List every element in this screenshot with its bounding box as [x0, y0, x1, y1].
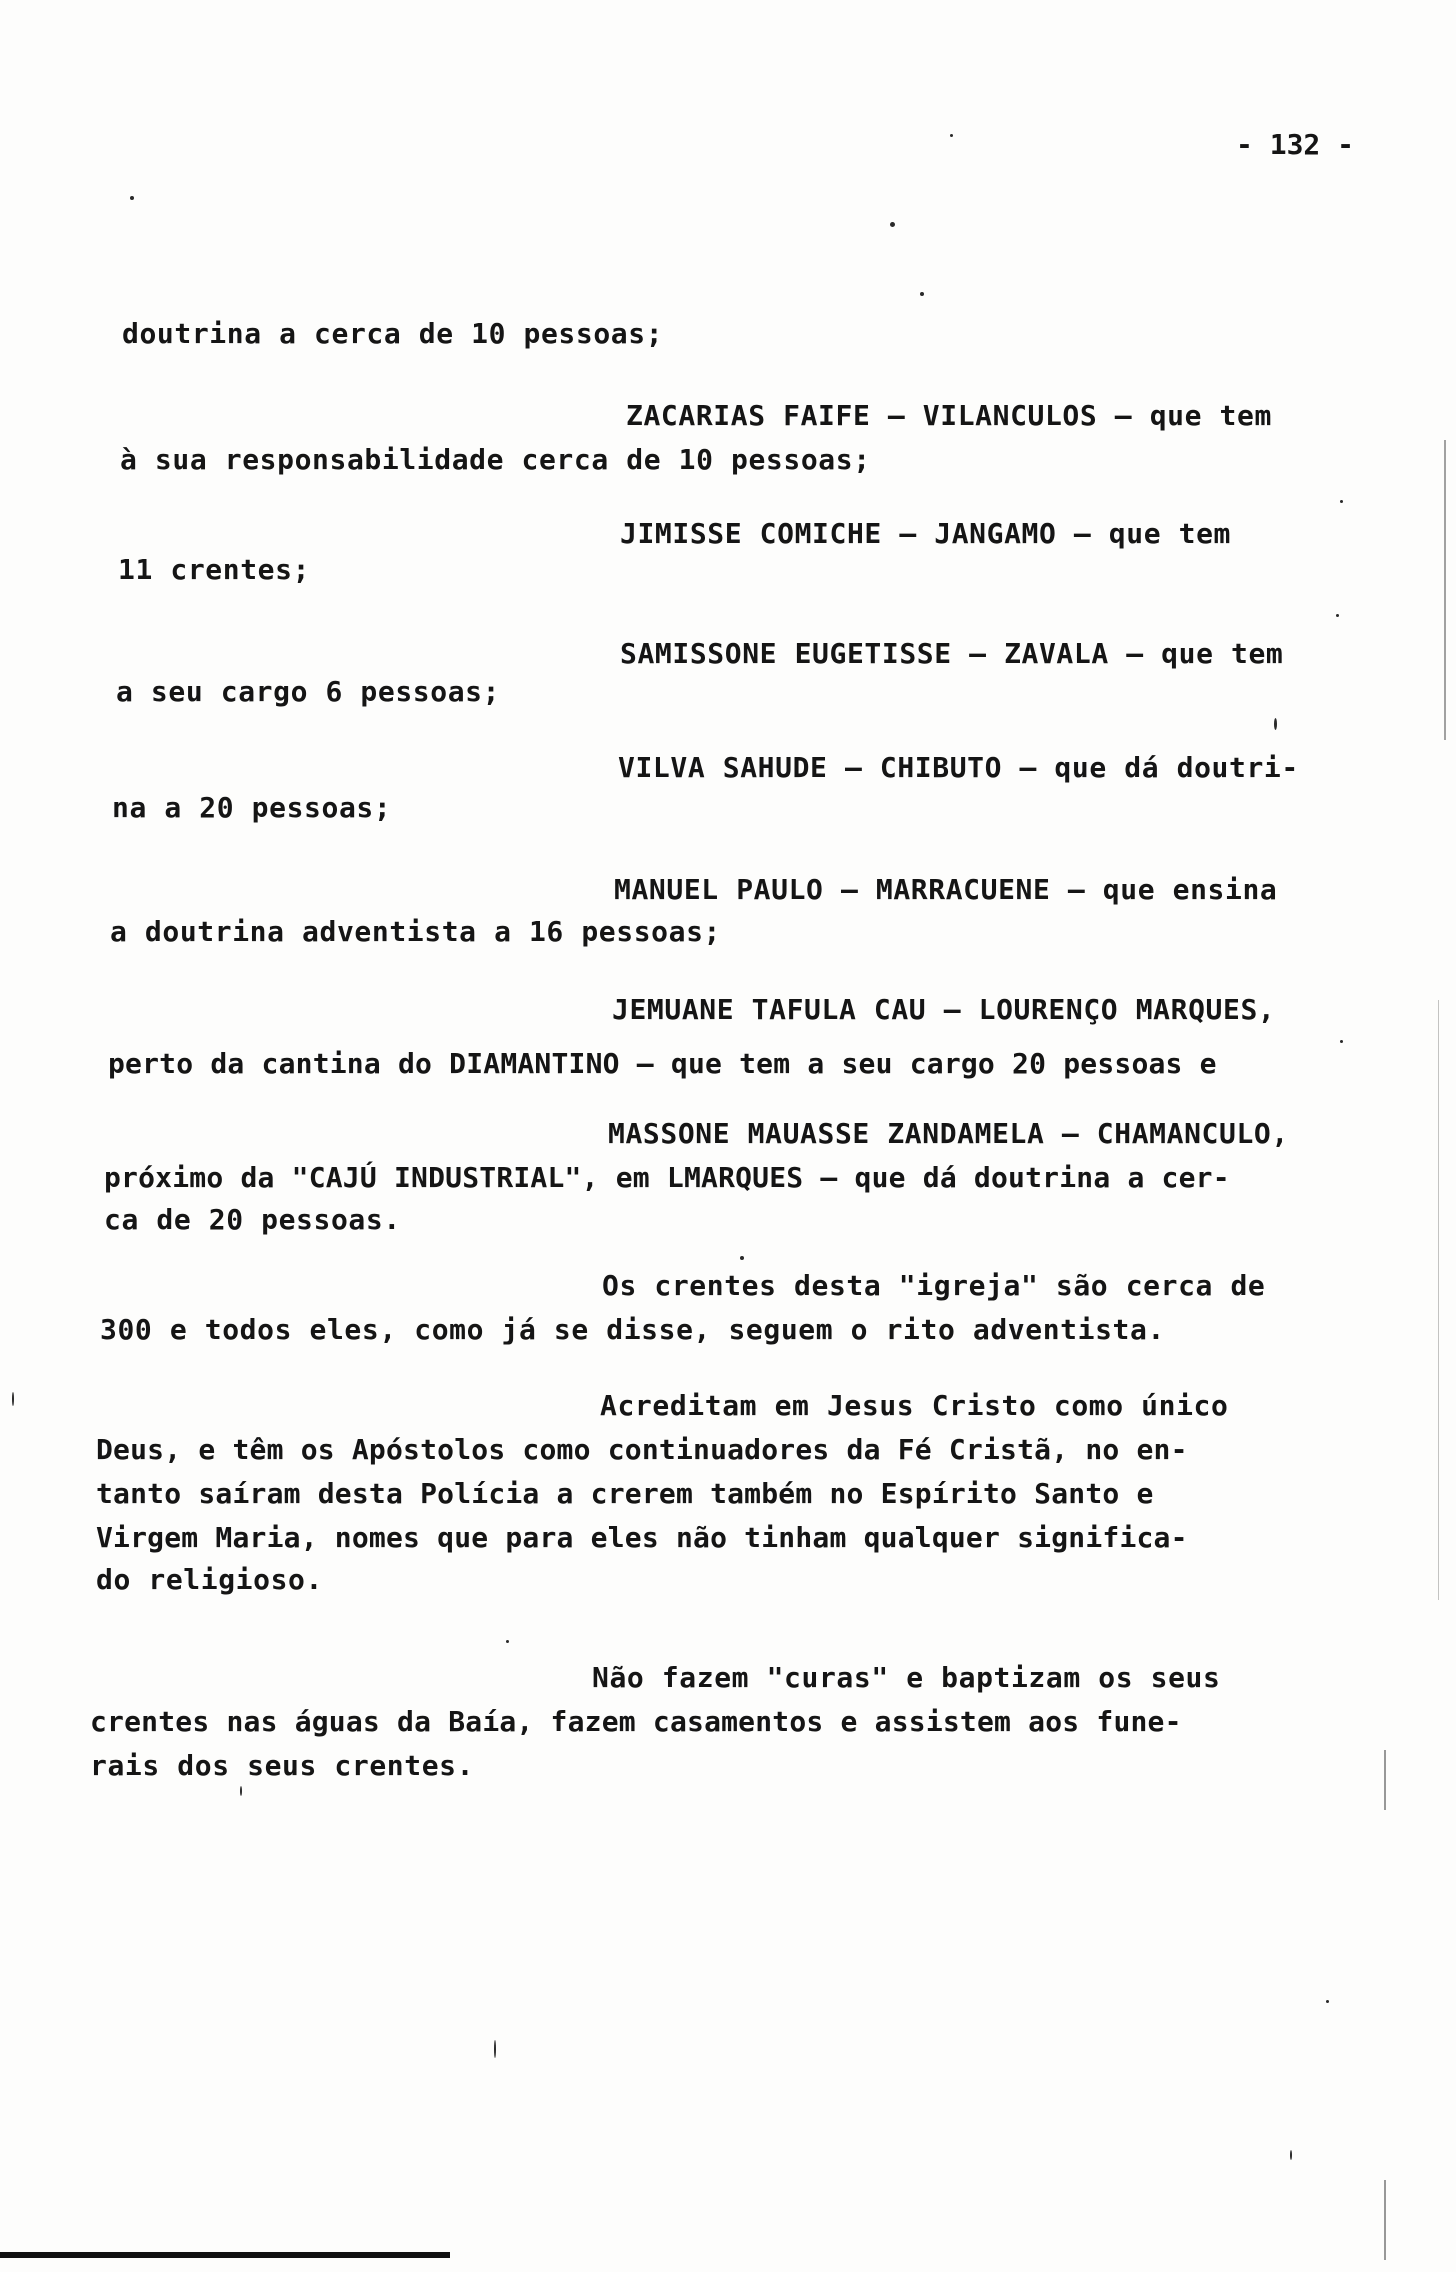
text-line: perto da cantina do DIAMANTINO – que tem a seu cargo 20 pessoas e [108, 1047, 1217, 1080]
scan-bottom-edge [0, 2252, 450, 2258]
scan-edge-line [1444, 440, 1446, 740]
scan-speck [740, 1256, 744, 1260]
text-line: ZACARIAS FAIFE – VILANCULOS – que tem [626, 399, 1272, 432]
scan-speck [240, 1786, 242, 1796]
scan-speck [130, 196, 134, 200]
text-line: JEMUANE TAFULA CAU – LOURENÇO MARQUES, [612, 993, 1276, 1026]
text-line: na a 20 pessoas; [112, 791, 392, 824]
scan-edge-line [1384, 1750, 1386, 1810]
text-line: rais dos seus crentes. [90, 1749, 475, 1782]
scan-speck [506, 1640, 509, 1643]
text-line: do religioso. [96, 1563, 323, 1596]
scan-speck [12, 1392, 14, 1406]
text-line: 300 e todos eles, como já se disse, seguem o rito adventista. [100, 1313, 1165, 1346]
text-line: 11 crentes; [118, 553, 311, 586]
scan-speck [1290, 2150, 1292, 2160]
text-line: tanto saíram desta Polícia a crerem também no Espírito Santo e [96, 1477, 1154, 1510]
scan-speck [1340, 500, 1343, 503]
text-line: crentes nas águas da Baía, fazem casamentos e assistem aos fune- [90, 1705, 1182, 1738]
text-line: Acreditam em Jesus Cristo como único [600, 1389, 1229, 1422]
scan-edge-line [1438, 1000, 1439, 1600]
scan-speck [1340, 1040, 1343, 1043]
text-line: à sua responsabilidade cerca de 10 pessoas; [120, 443, 871, 476]
text-line: Não fazem "curas" e baptizam os seus [592, 1661, 1221, 1694]
text-line: Virgem Maria, nomes que para eles não tinham qualquer significa- [96, 1521, 1188, 1554]
scan-speck [950, 134, 953, 137]
text-line: MASSONE MAUASSE ZANDAMELA – CHAMANCULO, [608, 1117, 1289, 1150]
text-line: VILVA SAHUDE – CHIBUTO – que dá doutri- [618, 751, 1299, 784]
text-line: doutrina a cerca de 10 pessoas; [122, 317, 664, 350]
page-number: - 132 - [1236, 128, 1355, 161]
scan-speck [1274, 718, 1277, 730]
text-line: próximo da "CAJÚ INDUSTRIAL", em LMARQUES – que dá doutrina a cer- [104, 1161, 1230, 1194]
scan-speck [920, 292, 924, 296]
text-line: Os crentes desta "igreja" são cerca de [602, 1269, 1266, 1302]
text-line: a doutrina adventista a 16 pessoas; [110, 915, 722, 948]
text-line: Deus, e têm os Apóstolos como continuadores da Fé Cristã, no en- [96, 1433, 1188, 1466]
text-line: MANUEL PAULO – MARRACUENE – que ensina [614, 873, 1278, 906]
text-line: SAMISSONE EUGETISSE – ZAVALA – que tem [620, 637, 1284, 670]
text-line: a seu cargo 6 pessoas; [116, 675, 501, 708]
text-line: JIMISSE COMICHE – JANGAMO – que tem [620, 517, 1232, 550]
scan-speck [494, 2040, 496, 2058]
text-line: ca de 20 pessoas. [104, 1203, 401, 1236]
scan-speck [890, 222, 895, 227]
scan-speck [1326, 2000, 1329, 2003]
scan-speck [1336, 614, 1339, 617]
scan-edge-line [1384, 2180, 1386, 2260]
